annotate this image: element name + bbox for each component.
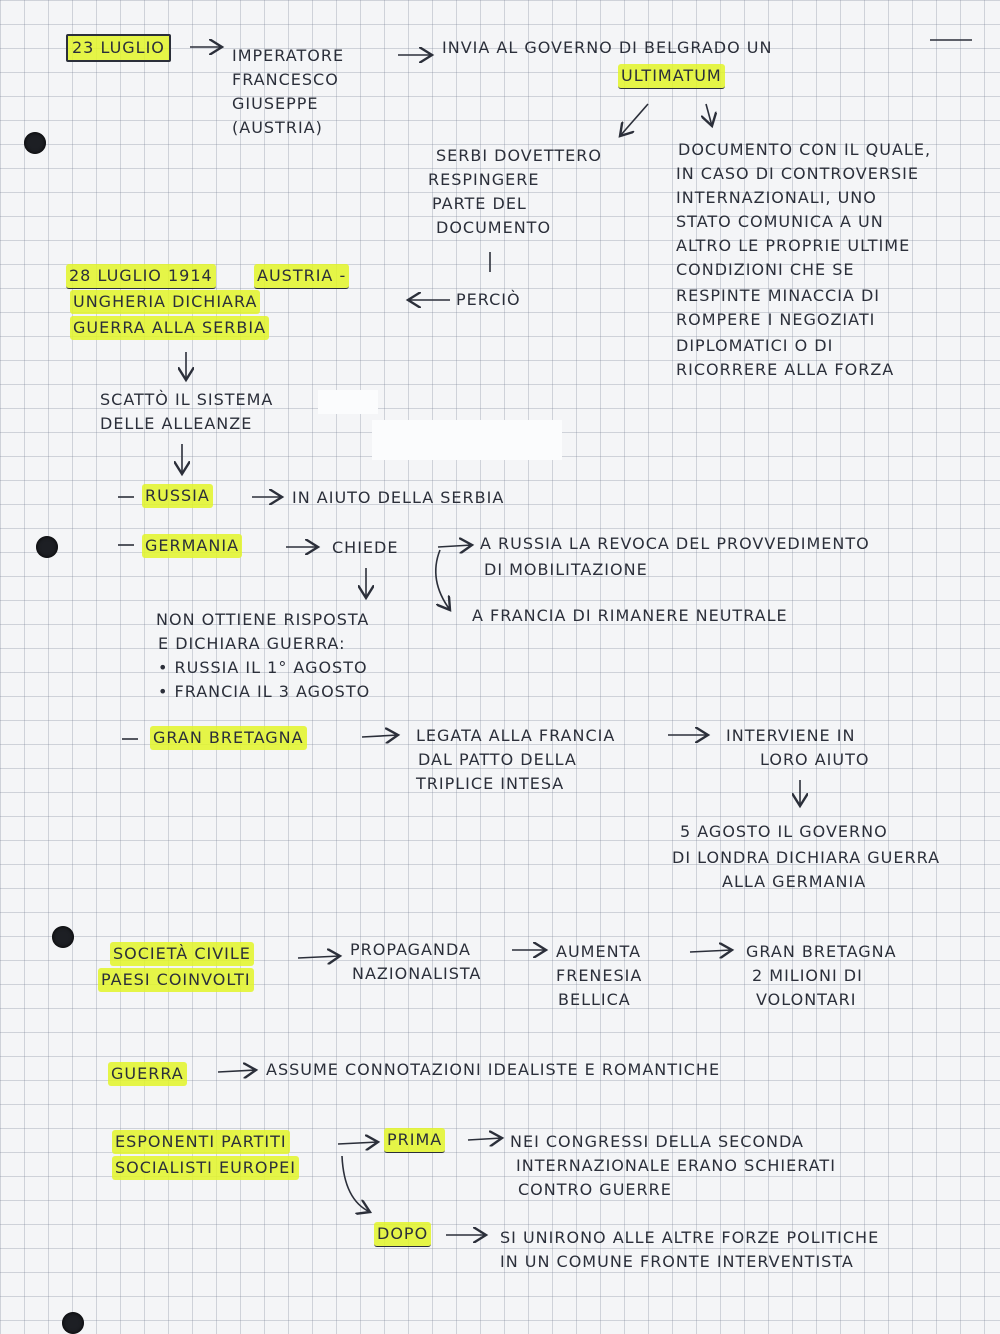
- serbs-line-3: PARTE DEL: [432, 194, 527, 213]
- arrow: [342, 1156, 370, 1212]
- frenzy-line-2: FRENESIA: [556, 966, 643, 985]
- gb-label: GRAN BRETAGNA: [150, 726, 307, 750]
- volunteers-line-1: GRAN BRETAGNA: [746, 942, 897, 961]
- emperor-line-1: IMPERATORE: [232, 46, 345, 65]
- serbs-line-1: SERBI DOVETTERO: [436, 146, 602, 165]
- prima-label: PRIMA: [384, 1128, 445, 1153]
- guerra-label: GUERRA: [108, 1062, 187, 1086]
- ultimatum-line: INVIA AL GOVERNO DI BELGRADO UN: [442, 38, 773, 57]
- serbs-line-4: DOCUMENTO: [436, 218, 552, 237]
- no-answer-line-1: NON OTTIENE RISPOSTA: [156, 610, 370, 629]
- socialists-line-2: SOCIALISTI EUROPEI: [112, 1156, 299, 1180]
- germania-label: GERMANIA: [142, 534, 242, 558]
- prima-text-line-1: NEI CONGRESSI DELLA SECONDA: [510, 1132, 804, 1151]
- august5-line-3: ALLA GERMANIA: [722, 872, 867, 891]
- alliances-line-1: SCATTÒ IL SISTEMA: [100, 390, 274, 409]
- arrow: [218, 1070, 256, 1072]
- arrow: [438, 545, 472, 547]
- definition-line-2: IN CASO DI CONTROVERSIE: [676, 164, 919, 183]
- propaganda-line-2: NAZIONALISTA: [352, 964, 482, 983]
- emperor-line-2: FRANCESCO: [232, 70, 339, 89]
- frenzy-line-1: AUMENTA: [556, 942, 642, 961]
- date-23-july: 23 LUGLIO: [66, 34, 171, 62]
- war-declaration-line-1: AUSTRIA -: [254, 264, 349, 289]
- socialists-line-1: ESPONENTI PARTITI: [112, 1130, 290, 1154]
- definition-line-6: CONDIZIONI CHE SE: [676, 260, 855, 279]
- dopo-text-line-2: IN UN COMUNE FRONTE INTERVENTISTA: [500, 1252, 854, 1271]
- arrow: [620, 104, 648, 136]
- gb-linked-line-3: TRIPLICE INTESA: [416, 774, 565, 793]
- definition-line-7: RESPINTE MINACCIA DI: [676, 286, 880, 305]
- gb-linked-line-2: DAL PATTO DELLA: [418, 750, 577, 769]
- arrow: [298, 956, 340, 958]
- gb-intervenes-line-2: LORO AIUTO: [760, 750, 870, 769]
- guerra-text: ASSUME CONNOTAZIONI IDEALISTE E ROMANTICHE: [266, 1060, 721, 1079]
- arrow: [338, 1142, 378, 1144]
- civil-society-line-2: PAESI COINVOLTI: [98, 968, 254, 992]
- definition-line-3: INTERNAZIONALI, UNO: [676, 188, 877, 207]
- gb-intervenes-line-1: INTERVIENE IN: [726, 726, 856, 745]
- no-answer-line-3: • RUSSIA IL 1° AGOSTO: [158, 658, 368, 677]
- arrow: [436, 550, 450, 610]
- date-28-july-1914: 28 LUGLIO 1914: [66, 264, 216, 289]
- russia-text: IN AIUTO DELLA SERBIA: [292, 488, 505, 507]
- arrow: [706, 104, 712, 126]
- civil-society-line-1: SOCIETÀ CIVILE: [110, 942, 254, 966]
- august5-line-2: DI LONDRA DICHIARA GUERRA: [672, 848, 941, 867]
- germania-russia-line-2: DI MOBILITAZIONE: [484, 560, 648, 579]
- august5-line-1: 5 AGOSTO IL GOVERNO: [680, 822, 888, 841]
- definition-line-4: STATO COMUNICA A UN: [676, 212, 884, 231]
- volunteers-line-2: 2 MILIONI DI: [752, 966, 863, 985]
- volunteers-line-3: VOLONTARI: [756, 990, 857, 1009]
- definition-line-8: ROMPERE I NEGOZIATI: [676, 310, 876, 329]
- war-declaration-line-3: GUERRA ALLA SERBIA: [70, 316, 269, 340]
- serbs-line-2: RESPINGERE: [428, 170, 540, 189]
- definition-line-1: DOCUMENTO CON IL QUALE,: [678, 140, 932, 159]
- emperor-line-3: GIUSEPPE: [232, 94, 319, 113]
- germania-russia-line-1: A RUSSIA LA REVOCA DEL PROVVEDIMENTO: [480, 534, 870, 553]
- definition-line-5: ALTRO LE PROPRIE ULTIME: [676, 236, 911, 255]
- percio: PERCIÒ: [456, 290, 521, 309]
- emperor-line-4: (AUSTRIA): [232, 118, 323, 137]
- germania-francia: A FRANCIA DI RIMANERE NEUTRALE: [472, 606, 788, 625]
- arrow: [362, 735, 398, 737]
- dopo-label: DOPO: [374, 1222, 431, 1247]
- propaganda-line-1: PROPAGANDA: [350, 940, 471, 959]
- gb-linked-line-1: LEGATA ALLA FRANCIA: [416, 726, 616, 745]
- definition-line-9: DIPLOMATICI O DI: [676, 336, 834, 355]
- arrow: [468, 1138, 502, 1140]
- prima-text-line-3: CONTRO GUERRE: [518, 1180, 672, 1199]
- no-answer-line-2: E DICHIARA GUERRA:: [158, 634, 346, 653]
- definition-line-10: RICORRERE ALLA FORZA: [676, 360, 895, 379]
- no-answer-line-4: • FRANCIA IL 3 AGOSTO: [158, 682, 371, 701]
- prima-text-line-2: INTERNAZIONALE ERANO SCHIERATI: [516, 1156, 836, 1175]
- alliances-line-2: DELLE ALLEANZE: [100, 414, 253, 433]
- frenzy-line-3: BELLICA: [558, 990, 631, 1009]
- dopo-text-line-1: SI UNIRONO ALLE ALTRE FORZE POLITICHE: [500, 1228, 880, 1247]
- arrow: [690, 950, 732, 952]
- ultimatum-word: ULTIMATUM: [618, 64, 725, 89]
- russia-label: RUSSIA: [142, 484, 213, 508]
- chiede: CHIEDE: [332, 538, 399, 557]
- war-declaration-line-2: UNGHERIA DICHIARA: [70, 290, 260, 314]
